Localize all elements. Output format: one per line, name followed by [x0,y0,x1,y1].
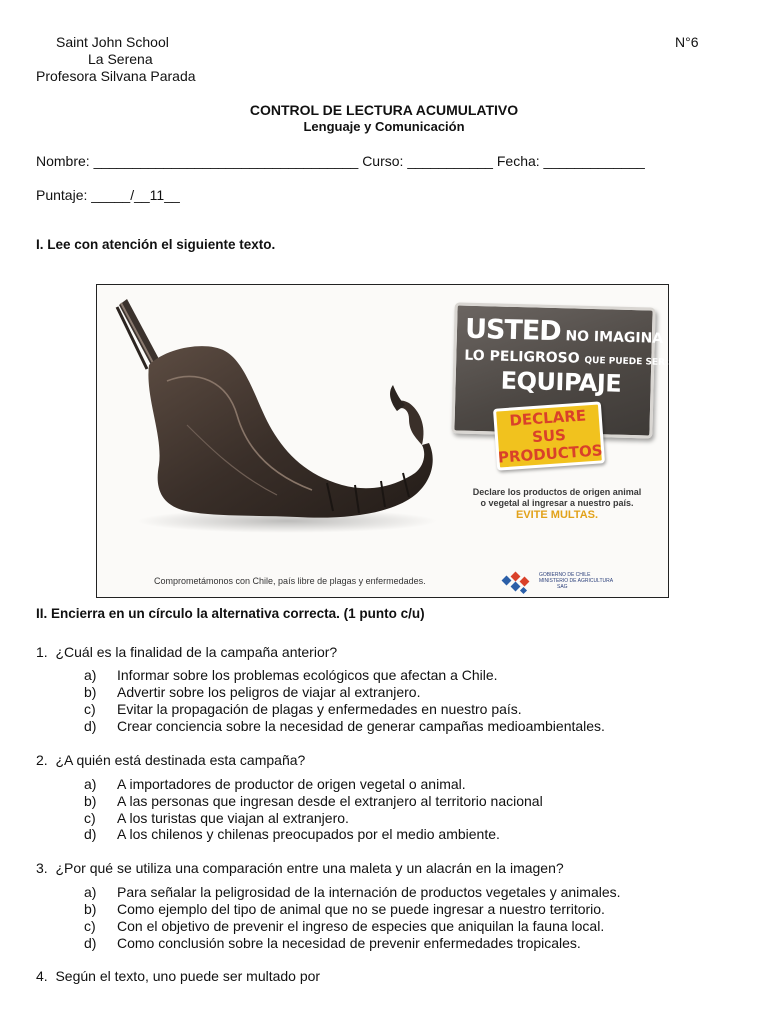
badge-line1: DECLARE SUS [508,406,587,447]
question-text: ¿A quién está destinada esta campaña? [55,752,306,768]
sag-logo-icon [501,569,537,597]
school-name: Saint John School [56,34,169,50]
question-4 [36,968,320,984]
declare-line2: o vegetal al ingresar a nuestro país. [480,498,634,508]
question-number: 3. [36,860,48,876]
declare-badge [493,401,605,470]
option-letter: c) [84,701,96,717]
option-text: Informar sobre los problemas ecológicos que afectan a Chile. [117,667,498,683]
document-number: N°6 [675,34,699,50]
section-1-heading: I. Lee con atención el siguiente texto. [36,237,276,252]
logo-line2: MINISTERIO DE AGRICULTURA [539,578,614,584]
headline-big: USTED [464,313,562,348]
option-letter: b) [84,793,97,809]
option-letter: a) [84,667,97,683]
question-number: 2. [36,752,48,768]
option-text: Crear conciencia sobre la necesidad de generar campañas medioambientales. [117,718,605,734]
score-label: Puntaje: _____/ [36,187,135,203]
option-text: A los turistas que viajan al extranjero. [117,810,349,826]
answer-option[interactable] [84,918,604,934]
option-letter: c) [84,918,96,934]
answer-option[interactable] [84,935,581,951]
question-number: 4. [36,968,48,984]
question-2 [36,752,305,768]
answer-option[interactable] [84,884,621,900]
section-2-heading: II. Encierra en un círculo la alternativa correcta. (1 punto c/u) [36,606,425,621]
document-subtitle: Lenguaje y Comunicación [303,119,465,134]
logo-line3: SAG [557,584,568,590]
option-letter: a) [84,776,97,792]
option-letter: b) [84,901,97,917]
answer-option[interactable] [84,776,466,792]
option-text: Evitar la propagación de plagas y enfermedades en nuestro país. [117,701,522,717]
option-letter: d) [84,826,97,842]
question-text: Según el texto, uno puede ser multado por [55,968,321,984]
answer-option[interactable] [84,793,543,809]
option-letter: d) [84,935,97,951]
logo-line1: GOBIERNO DE CHILE [539,572,591,578]
ad-footer-slogan: Comprometámonos con Chile, país libre de plagas y enfermedades. [154,576,426,586]
question-1 [36,644,337,660]
question-text: ¿Por qué se utiliza una comparación entre una maleta y un alacrán en la imagen? [55,860,564,876]
avoid-fines-text: EVITE MULTAS. [515,509,599,521]
option-text: Como ejemplo del tipo de animal que no se puede ingresar a nuestro territorio. [117,901,605,917]
answer-option[interactable] [84,718,605,734]
option-text: Como conclusión sobre la necesidad de prevenir enfermedades tropicales. [117,935,581,951]
option-text: A importadores de productor de origen vegetal o animal. [117,776,466,792]
declare-line1: Declare los productos de origen animal [472,487,642,497]
school-city: La Serena [88,51,153,67]
student-info-line: Nombre: __________________________________ Curso: ___________ Fecha: _____________ [36,153,645,169]
badge-line2: PRODUCTOS [497,441,604,467]
question-text: ¿Cuál es la finalidad de la campaña anterior? [55,644,338,660]
headline-line2-a: LO PELIGROSO [464,347,580,367]
question-3 [36,860,564,876]
headline-line3: EQUIPAJE [500,366,622,398]
answer-option[interactable] [84,701,522,717]
option-letter: a) [84,884,97,900]
score-line [36,187,180,203]
answer-option[interactable] [84,667,498,683]
answer-option[interactable] [84,901,605,917]
option-text: Advertir sobre los peligros de viajar al extranjero. [117,684,421,700]
teacher-name: Profesora Silvana Parada [36,68,196,84]
suitcase-scorpion-illustration [97,285,457,585]
option-letter: c) [84,810,96,826]
answer-option[interactable] [84,826,500,842]
score-total: __11__ [134,187,180,203]
option-text: A los chilenos y chilenas preocupados por el medio ambiente. [117,826,500,842]
logo-text [539,572,613,590]
option-letter: d) [84,718,97,734]
answer-option[interactable] [84,810,349,826]
option-text: Con el objetivo de prevenir el ingreso de especies que aniquilan la fauna local. [117,918,605,934]
option-text: A las personas que ingresan desde el extranjero al territorio nacional [117,793,543,809]
answer-option[interactable] [84,684,420,700]
campaign-advertisement [96,284,683,598]
question-number: 1. [36,644,48,660]
document-title: CONTROL DE LECTURA ACUMULATIVO [249,102,519,118]
option-letter: b) [84,684,97,700]
option-text: Para señalar la peligrosidad de la internación de productos vegetales y animales. [117,884,621,900]
headline-line2-b: QUE PUEDE SER SU [584,355,683,369]
headline-small: NO IMAGINA [565,328,664,347]
